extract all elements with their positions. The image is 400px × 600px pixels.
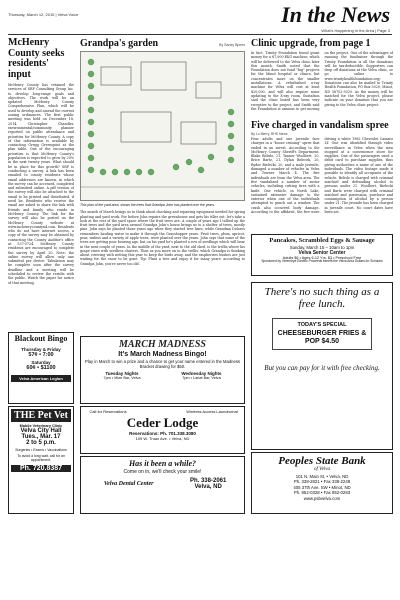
tagline: What's Happening in the Area | Page 3 xyxy=(321,28,390,33)
pancakes-when: Sunday, March 15 – 10am to 1pm xyxy=(289,245,355,250)
madness-wed-time: 7pm • Lariat Bar, Velva xyxy=(182,376,221,380)
pancakes-title: Pancakes, Scrambled Eggs & Sausage xyxy=(269,237,375,244)
petvet-clinic: Mobile Veterinary Clinic xyxy=(19,424,63,428)
peoples-bank-ad xyxy=(251,452,393,514)
madness-headline: It's March Madness Bingo! xyxy=(118,351,207,358)
vandalism-article xyxy=(251,120,393,245)
blackout-times: 57¢ • 7:00 xyxy=(28,351,54,358)
ceder-reservations: Reservations: Ph. 701.338.3080 xyxy=(129,431,196,436)
grandpa-caption: This plan of the yard area, shows the trees that Grandpa John has planted over the years. xyxy=(80,203,215,207)
blackout-title: Blackout Bingo xyxy=(14,334,68,343)
vandalism-headline: Five charged in vandalism spree xyxy=(251,120,389,131)
pet-vet-ad xyxy=(8,406,74,514)
clinic-headline: Clinic upgrade, from page 1 xyxy=(251,38,371,49)
dental-logo: Velva Dental Center xyxy=(103,481,154,487)
ceder-right: Wireless Access Laundromat xyxy=(186,409,238,414)
ceder-name: Ceder Lodge xyxy=(126,415,199,430)
lunch-footer: But you can pay for it with free checking. xyxy=(264,364,380,372)
madness-wed-label: Wednesday Nights xyxy=(181,371,222,376)
blackout-footer: Velva American Legion xyxy=(11,375,71,382)
madness-body: Play in March to win a prize and a chance to get your name entered in the Madness Bracket drawing for $50. xyxy=(84,359,241,369)
petvet-phone: Ph. 720.8387 xyxy=(11,465,71,472)
peoples-subtitle: of Velva xyxy=(314,467,330,472)
madness-schedule xyxy=(83,371,242,380)
petvet-place: Velva City Hall xyxy=(20,428,62,434)
mchenry-headline: McHenry County seeks residents' input xyxy=(8,37,65,80)
madness-logo: MARCH MADNESS xyxy=(119,339,206,350)
grandpa-byline: By Sandy Bjores xyxy=(219,43,245,47)
dental-city: Velva, ND xyxy=(194,484,222,490)
blackout-sat-label: Saturday xyxy=(31,359,51,365)
lunch-special: CHEESEBURGER FRIES & POP $4.50 xyxy=(277,330,367,345)
mchenry-body: McHenry County has retained the services of SRF Consulting Group Inc. to develop long-range goals and objectives. The work will be an updated McHenry County Comprehensive Plan, which will be used to develop and amend the current zoning ordinances. The first public meeting was held on December 18, 2014. Christopher Chandler, environmental/community planner reported on public attendance and priorities for McHenry County. A copy of this information is available by contacting Gregg Greenquist at the plan table. One of the encouraging priorities is that McHenry County's population is expected to grow by 20% in the next twenty years. What should be in place for this growth? SRF is conducting a survey. A link has been emailed to county residents whose email addresses are known, in which the survey can be accessed, completed and submitted online. A pdf version of the survey will also be attached to the email to be printed and distributed, if need be. Residents who receive the email are asked to share the link with friends and family who reside in McHenry County. The link for the survey will also be posted on the McHenry County website at www.mchenrycountynd.com. Residents who do not have internet access, a copy of the survey may be obtained by contacting the County Auditor's office at 537-5724. McHenry County residents are encouraged to complete the survey by April 20. Note: the online survey will allow only one submittal per device. Tabulation may be complete soon after the survey deadline and a meeting will be scheduled to review the results with the public. Watch the paper for notice of that meeting. xyxy=(8,83,74,285)
clinic-body: In fact, Trinity Foundation found grant money for a $7,000 EKG machine, which will be delivered to the Velva clinic later this month. Smith noted that the Foundation does not fund "big" projects for the Minot hospital or clinics, but concentrates more on the smaller installations. A refurbished x-ray machine for Velva will cost at least $20,000, and will also require some updating to the X-ray room. Gustafson said the clinic board has been very receptive to the project, and Smith said the Foundation is anxious to get moving on the project. One of the advantages of running the fundraiser through the Trinity Foundation is all the donations will be tax-deductible. Supporters can drop off donations at the Velva clinic, or go online to www.trinityhealthfoundation.org/. Donations can also be mailed to Trinity Health Foundation, PO Box 5020, Minot, ND 58702-5020. As the money will be matched for the Velva project, please indicate on your donation that you are giving to the Velva clinic project. xyxy=(251,51,393,111)
peoples-web: www.psbvelva.com xyxy=(303,495,341,501)
yard-plan-drawing xyxy=(81,52,244,200)
header-rule xyxy=(8,34,392,35)
grandpa-article xyxy=(80,38,245,270)
blackout-sat-prizes: 60¢ • $1100 xyxy=(26,364,56,371)
pancakes-prices: Adults $6 • Ages 6-12 Yrs. $3 • Preschool Free xyxy=(282,256,362,260)
petvet-time: 2 to 5 p.m. xyxy=(26,440,56,446)
ceder-lodge-ad xyxy=(80,406,245,454)
dental-headline: Has it been a while? xyxy=(128,459,197,468)
peoples-address1: 101 N. Main St. • Velva, ND xyxy=(295,474,349,479)
lunch-headline: There's no such thing as a free lunch. xyxy=(264,286,380,310)
ceder-top-row xyxy=(83,409,242,414)
mchenry-article xyxy=(8,38,74,365)
petvet-note: To avoid a long wait, call for an appointment. xyxy=(17,454,65,462)
pancakes-where: Velva Senior Center xyxy=(298,250,346,256)
blackout-bingo-ad xyxy=(8,332,74,404)
peoples-address2: Ph. 338-2821 • Fax 338-2248 xyxy=(293,479,351,485)
grandpa-title: Grandpa's garden xyxy=(80,38,159,49)
pancakes-ad xyxy=(251,234,393,276)
ceder-address: 109 W. Truax Ave. • Velva, ND xyxy=(135,436,190,441)
grandpa-body: The month of March brings us to think about checking and repairing equipment needed for spring planting and yard work. For before John repairs the greenhouse and gets his tiller out, let's take a look at the rest of the yard space where the fruit trees are. A couple of years ago I tallied up the fruit trees and the yard area around Grandpa John's house brings us to a shelter of trees, mostly pine. John says he planted those years ago when they started tree lines, while Grandma Dolores remembers hauling water to make it through the Grasshopper years. Fruit trees, plum, apricot, pear, walnut and a variety of apple trees, were planted over the years. John says that some of the trees are getting poor bearing age, but on his yard he's planted a row of seedlings which will bear in the next couple of years. In the middle of the yard, next to the old shed, is the trellis where his grape vines with seedless clusters. Then as you move on to the trellis, which Grandpa is thinking about covering with netting this year to keep the birds away, and the raspberries bushes are just waiting for the snow to be gone. Tip: Plant a tree and enjoy it for many years: according to Grandpa John, you're never too old. xyxy=(80,210,245,266)
blackout-days: Thursday & Friday xyxy=(21,346,61,352)
madness-tue-time: 7pm • Mize Bar, Velva xyxy=(103,376,141,380)
dental-bottom xyxy=(83,478,242,490)
peoples-address4: Ph. 852-0328 • Fax 852-0283 xyxy=(293,490,351,496)
yard-plan-image xyxy=(80,51,245,201)
vandalism-byline: By Lu Merry, RHS News xyxy=(251,132,288,136)
vandalism-body: Four adults and one juvenile face charges in a "booze cruising" spree that ended in an arrest. According to the McHenry County Sheriff's Department, Blake Belisle, 21, Tanner Woolbert, 20, Brice Bartz, 21, Dylan Belecek, 20, Ryder Bielecki, 20, and a male juvenile, damaged a number of vehicles in Velva and Towner March 4. The five individuals are from the Velva area. The five vandalized a number of motor vehicles, including cutting tires with a knife. One vehicle, in North Lake, sustained extensive damage to the exterior when one of the individuals attempted to punch out a window. The crash also occurred body damage. According to the affidavit, the five were driving a white 1982 Chevrolet Camaro LT. One was identified through video surveillance in Velva when the men stopped at a convenience store for supplies. One of the passengers used a debit card to purchase supplies, thus giving authorities a name of one of the individuals. The video footage made it possible to identify all occupants of the vehicle. Belisle is charged with criminal mischief and defrauding alcohol to persons under 21. Woolbert, Bielecki and Bartz were charged with criminal mischief and possession, purchase and consumption of alcohol by a person under 21. The juvenile has been charged in juvenile court. No court dates have been set. xyxy=(251,137,393,215)
dateline: Thursday, March 12, 2015 | Velva Voice xyxy=(8,12,79,17)
march-madness-ad xyxy=(80,336,245,404)
madness-tue-label: Tuesday Nights xyxy=(105,371,139,376)
petvet-logo: THE Pet Vet xyxy=(11,409,71,422)
free-lunch-ad xyxy=(251,282,393,450)
dental-line2: Come on in, we'll check your smile! xyxy=(123,469,202,475)
peoples-name: Peoples State Bank xyxy=(278,455,366,467)
pancakes-sponsor: Sponsored by Verendrye Electric Proceeds benefit the Velva Area Dollars for Scholars xyxy=(261,259,383,263)
lunch-special-box xyxy=(272,318,372,350)
peoples-address3: 405 37th Ave. SW • Minot, ND xyxy=(293,484,351,490)
lunch-special-label: TODAY'S SPECIAL xyxy=(297,322,347,328)
clinic-article xyxy=(251,38,393,125)
petvet-services: Surgeries • Exams • Vaccinations xyxy=(15,448,67,452)
ceder-left: Call for Reservations xyxy=(89,409,127,414)
dental-ad xyxy=(80,456,245,514)
dental-phone: Ph. 338-2061 xyxy=(189,478,227,484)
petvet-date: Tues., Mar. 17 xyxy=(21,434,61,440)
masthead: In the News xyxy=(281,2,390,27)
